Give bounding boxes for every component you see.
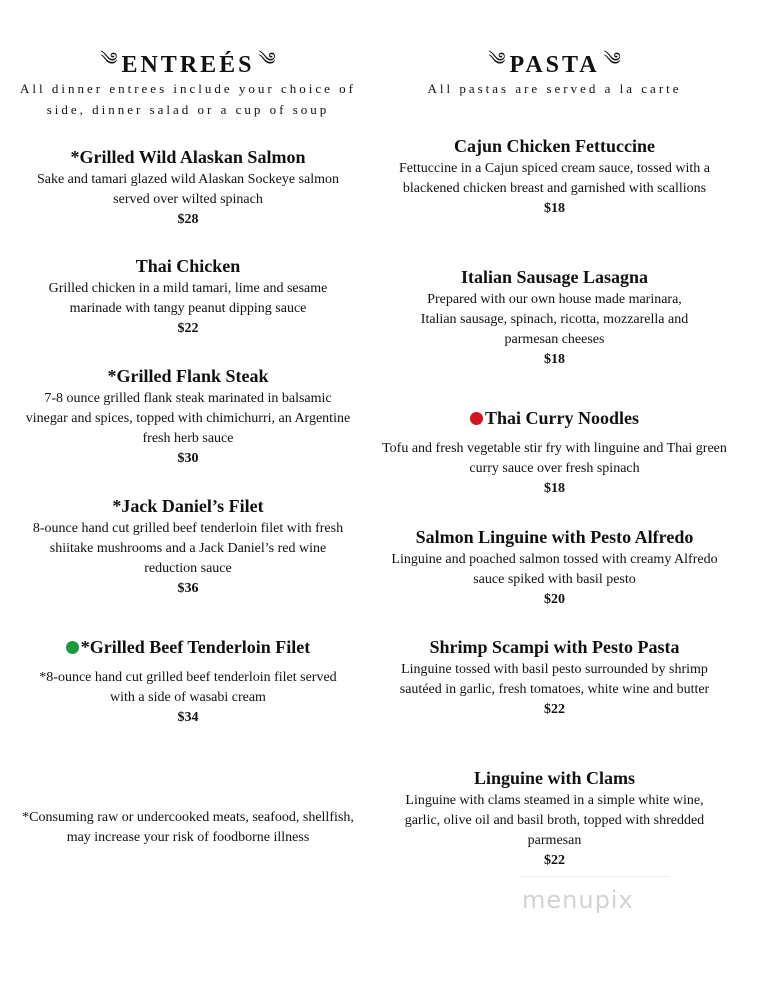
green-dot-icon bbox=[66, 641, 79, 654]
item-price: $22 bbox=[177, 321, 199, 336]
item-name: Salmon Linguine with Pesto Alfredo bbox=[415, 527, 694, 547]
item-name: Linguine with Clams bbox=[473, 768, 636, 788]
ornament-left-icon: ༄ bbox=[100, 49, 118, 69]
menu-item bbox=[382, 767, 727, 871]
item-price: $18 bbox=[544, 201, 565, 216]
item-description: 7-8 ounce grilled flank steak marinated in balsamic vinegar and spices, topped with chimichurri, an Argentine fresh herb sauce bbox=[25, 391, 351, 446]
item-name: Thai Curry Noodles bbox=[484, 408, 639, 428]
red-dot-icon bbox=[470, 412, 483, 425]
menu-item bbox=[382, 135, 727, 219]
item-description: *8-ounce hand cut grilled beef tenderloin filet served with a side of wasabi cream bbox=[39, 670, 337, 705]
item-description: Sake and tamari glazed wild Alaskan Sockeye salmon served over wilted spinach bbox=[36, 172, 340, 207]
watermark-divider bbox=[520, 876, 670, 877]
consumer-advisory: *Consuming raw or undercooked meats, seafood, shellfish, may increase your risk of foodborne illness bbox=[22, 810, 354, 845]
item-description: Linguine with clams steamed in a simple white wine, garlic, olive oil and basil broth, topped with shredded parmesan bbox=[404, 793, 705, 848]
item-price: $20 bbox=[544, 592, 565, 607]
entrees-title: ENTREÉS bbox=[121, 51, 255, 78]
pasta-note: All pastas are served a la carte bbox=[427, 81, 682, 96]
ornament-left-icon: ༄ bbox=[488, 49, 506, 69]
item-description: Tofu and fresh vegetable stir fry with linguine and Thai green curry sauce over fresh spinach bbox=[382, 441, 727, 476]
menu-item bbox=[382, 636, 727, 720]
item-price: $28 bbox=[177, 212, 199, 227]
menu-item bbox=[382, 526, 727, 610]
item-price: $36 bbox=[177, 581, 199, 596]
item-name: Cajun Chicken Fettuccine bbox=[454, 136, 655, 156]
menu-item bbox=[382, 407, 727, 499]
menu-item bbox=[18, 146, 358, 230]
item-name: *Grilled Flank Steak bbox=[107, 366, 269, 386]
menu-item bbox=[382, 266, 727, 370]
item-description: Linguine tossed with basil pesto surrounded by shrimp sautéed in garlic, fresh tomatoes, white wine and butter bbox=[399, 662, 710, 697]
entrees-note: All dinner entrees include your choice of side, dinner salad or a cup of soup bbox=[20, 81, 356, 117]
item-name: Shrimp Scampi with Pesto Pasta bbox=[429, 637, 680, 657]
item-name: Thai Chicken bbox=[135, 256, 241, 276]
menu-item bbox=[18, 636, 358, 728]
item-price: $22 bbox=[544, 702, 565, 717]
item-price: $30 bbox=[177, 451, 199, 466]
pasta-title: PASTA bbox=[509, 51, 600, 78]
item-description: 8-ounce hand cut grilled beef tenderloin filet with fresh shiitake mushrooms and a Jack Daniel’s red wine reduction sauce bbox=[32, 521, 344, 576]
menupix-watermark: menupix bbox=[522, 886, 634, 914]
item-price: $18 bbox=[544, 352, 565, 367]
ornament-right-icon: ༄ bbox=[603, 49, 621, 69]
item-name-row bbox=[18, 636, 358, 658]
item-description: Fettuccine in a Cajun spiced cream sauce, tossed with a blackened chicken breast and garnished with scallions bbox=[398, 161, 710, 196]
item-description: Linguine and poached salmon tossed with creamy Alfredo sauce spiked with basil pesto bbox=[391, 552, 718, 587]
ornament-right-icon: ༄ bbox=[258, 49, 276, 69]
item-name: Italian Sausage Lasagna bbox=[460, 267, 649, 287]
menu-item bbox=[18, 255, 358, 339]
item-name: *Grilled Wild Alaskan Salmon bbox=[70, 147, 306, 167]
item-description: Prepared with our own house made marinara, Italian sausage, spinach, ricotta, mozzarella and parmesan cheeses bbox=[420, 292, 689, 347]
item-price: $18 bbox=[544, 481, 565, 496]
item-name: *Jack Daniel’s Filet bbox=[112, 496, 264, 516]
menu-item bbox=[18, 365, 358, 469]
item-price: $22 bbox=[544, 853, 565, 868]
item-name: *Grilled Beef Tenderloin Filet bbox=[80, 637, 311, 657]
item-price: $34 bbox=[177, 710, 199, 725]
item-description: Grilled chicken in a mild tamari, lime and sesame marinade with tangy peanut dipping sauce bbox=[48, 281, 328, 316]
item-name-row bbox=[382, 407, 727, 429]
menu-item bbox=[18, 495, 358, 599]
